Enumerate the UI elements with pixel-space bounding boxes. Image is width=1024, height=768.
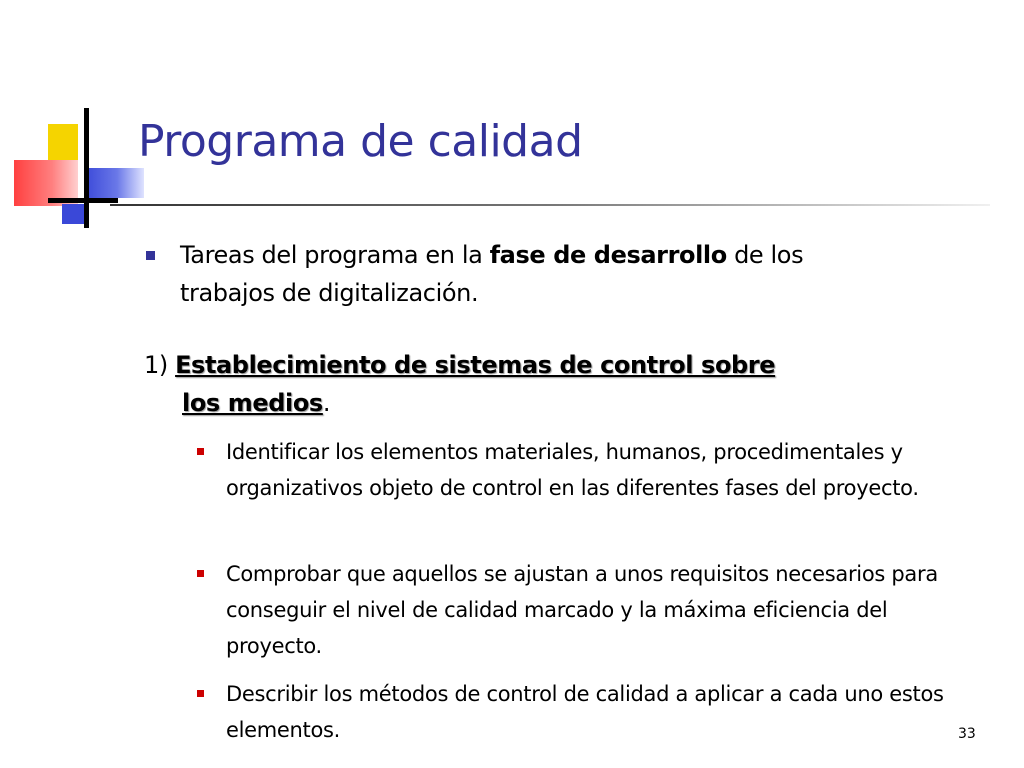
bullet-text-before: Tareas del programa en la	[180, 241, 490, 269]
logo-blue-small-square	[62, 204, 84, 224]
bullet-text-line2: trabajos de digitalización.	[180, 279, 479, 307]
bullet-text-bold: fase de desarrollo	[489, 241, 727, 269]
sub-bullet-text: Comprobar que aquellos se ajustan a unos requisitos necesarios para conseguir el nivel de calidad marcado y la máxima eficiencia del proyecto.	[226, 562, 938, 658]
sub-bullet-text: Describir los métodos de control de calidad a aplicar a cada uno estos elementos.	[226, 682, 944, 742]
square-bullet-icon	[197, 570, 204, 577]
logo-vertical-line	[84, 108, 89, 228]
title-divider	[110, 204, 990, 206]
item-number: 1)	[144, 351, 176, 379]
bullet-text-after: de los	[726, 241, 804, 269]
slide-title: Programa de calidad	[138, 116, 583, 167]
square-bullet-icon	[146, 251, 155, 260]
logo-blue-square	[84, 168, 144, 198]
logo-horizontal-line	[48, 198, 118, 203]
square-bullet-icon	[197, 690, 204, 697]
page-number: 33	[958, 726, 976, 742]
square-bullet-icon	[197, 448, 204, 455]
sub-bullet-comprobar	[226, 556, 986, 664]
numbered-item-1	[144, 346, 984, 422]
sub-bullet-describir	[226, 676, 986, 748]
item-period: .	[322, 389, 331, 417]
sub-bullet-identificar	[226, 434, 986, 506]
item-heading-line1: Establecimiento de sistemas de control sobre	[175, 351, 776, 379]
bullet-tareas	[180, 236, 1000, 312]
item-heading-line2: los medios	[182, 389, 323, 417]
sub-bullet-text: Identificar los elementos materiales, humanos, procedimentales y organizativos objeto de control en las diferentes fases del proyecto.	[226, 440, 919, 500]
